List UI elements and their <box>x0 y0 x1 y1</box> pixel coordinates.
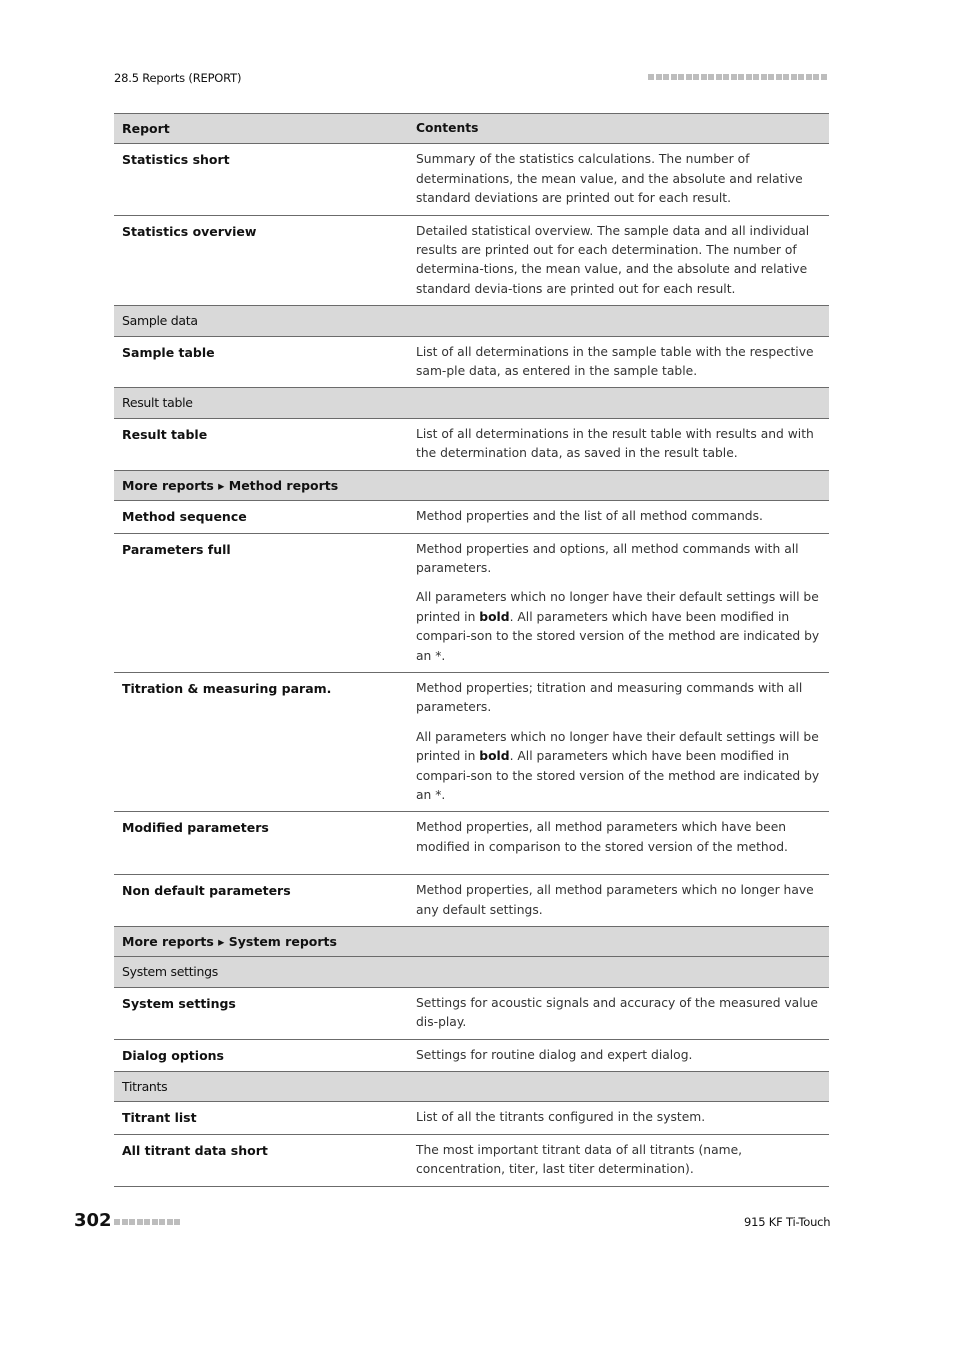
contents-paragraph: Method properties; titration and measuring commands with all parameters. <box>416 680 803 715</box>
report-name: Modified parameters <box>122 820 269 836</box>
square-mark <box>648 74 654 80</box>
square-mark <box>152 1219 158 1225</box>
contents-paragraph <box>416 588 821 666</box>
contents-paragraph: The most important titrant data of all titrants (name, concentration, titer, last titer determination). <box>416 1142 743 1177</box>
square-mark <box>746 74 752 80</box>
report-contents <box>408 501 829 532</box>
report-name: Dialog options <box>122 1047 224 1063</box>
square-mark <box>813 74 819 80</box>
text-segment: All parameters which no longer have their default settings will be printed in <box>416 729 819 764</box>
square-mark <box>753 74 759 80</box>
square-mark <box>137 1219 143 1225</box>
report-name: Titrant list <box>122 1110 197 1126</box>
square-mark <box>731 74 737 80</box>
square-mark <box>686 74 692 80</box>
report-contents <box>408 144 829 214</box>
square-mark <box>144 1219 150 1225</box>
report-name: Result table <box>122 426 208 442</box>
report-name: Non default parameters <box>122 883 291 899</box>
square-mark <box>783 74 789 80</box>
contents-paragraph: List of all determinations in the result table with results and with the determination data, as saved in the result table. <box>416 426 814 461</box>
contents-paragraph: List of all the titrants configured in the system. <box>416 1110 706 1125</box>
contents-paragraph: Method properties and options, all method commands with all parameters. <box>416 541 799 575</box>
contents-paragraph: Settings for routine dialog and expert dialog. <box>416 1047 693 1062</box>
section-header: 28.5 Reports (REPORT) <box>114 71 242 85</box>
square-mark <box>114 1219 120 1225</box>
group-label: Result table <box>122 395 193 411</box>
square-mark <box>129 1219 135 1225</box>
table-row <box>114 812 829 875</box>
table-row <box>114 988 829 1040</box>
report-contents <box>408 812 829 874</box>
report-name: Method sequence <box>122 509 247 525</box>
square-mark <box>656 74 662 80</box>
column-header-report: Report <box>122 121 170 136</box>
text-segment: . All parameters which have been modified in compari-son to the stored version of the method are indicated by an *. <box>416 609 820 663</box>
table-row <box>114 1102 829 1134</box>
report-contents <box>408 534 829 672</box>
table-row <box>114 501 829 533</box>
table-body <box>114 144 829 1186</box>
square-mark <box>671 74 677 80</box>
group-row <box>114 471 829 501</box>
square-mark <box>723 74 729 80</box>
square-mark <box>716 74 722 80</box>
report-name: All titrant data short <box>122 1142 268 1158</box>
contents-paragraph: Method properties and the list of all method commands. <box>416 509 763 524</box>
group-label: More reports ▸ Method reports <box>122 477 339 493</box>
square-mark <box>159 1219 165 1225</box>
report-name: Statistics short <box>122 152 230 168</box>
table-row <box>114 1135 829 1187</box>
decorative-squares-bottom <box>114 1219 180 1225</box>
report-name: Sample table <box>122 344 215 360</box>
report-contents <box>408 1040 829 1071</box>
product-name: 915 KF Ti-Touch <box>744 1215 831 1229</box>
report-contents <box>408 673 829 811</box>
table-row <box>114 1040 829 1072</box>
group-label: More reports ▸ System reports <box>122 934 337 949</box>
report-contents <box>408 875 829 926</box>
square-mark <box>708 74 714 80</box>
group-row <box>114 388 829 418</box>
square-mark <box>122 1219 128 1225</box>
square-mark <box>791 74 797 80</box>
square-mark <box>678 74 684 80</box>
text-segment: . All parameters which have been modified in compari-son to the stored version of the method are indicated by an *. <box>416 749 820 802</box>
square-mark <box>701 74 707 80</box>
report-name: Parameters full <box>122 541 231 557</box>
table-row <box>114 534 829 673</box>
square-mark <box>167 1219 173 1225</box>
report-contents <box>408 419 829 470</box>
report-contents <box>408 337 829 388</box>
square-mark <box>663 74 669 80</box>
table-header-row <box>114 114 829 144</box>
square-mark <box>776 74 782 80</box>
bold-word: bold <box>479 749 510 764</box>
table-row <box>114 875 829 927</box>
contents-paragraph: Method properties, all method parameters which no longer have any default settings. <box>416 883 814 917</box>
reports-table <box>114 113 829 1187</box>
report-name: Statistics overview <box>122 223 257 239</box>
contents-paragraph: Settings for acoustic signals and accuracy of the measured value dis-play. <box>416 995 818 1030</box>
square-mark <box>806 74 812 80</box>
group-row <box>114 957 829 987</box>
square-mark <box>174 1219 180 1225</box>
contents-paragraph: Detailed statistical overview. The sample data and all individual results are printed out for each determination. The number of determina-tions, the mean value, and the absolute and relative standard devia-tions are printed out for each result. <box>416 223 810 296</box>
decorative-squares-top <box>648 74 827 80</box>
bold-word: bold <box>479 609 510 624</box>
table-row <box>114 337 829 389</box>
group-label: System settings <box>122 964 218 980</box>
square-mark <box>761 74 767 80</box>
square-mark <box>693 74 699 80</box>
contents-paragraph: List of all determinations in the sample table with the respective sam-ple data, as entered in the sample table. <box>416 344 814 379</box>
report-name: Titration & measuring param. <box>122 680 332 696</box>
contents-paragraph <box>416 728 821 806</box>
report-contents <box>408 1135 829 1186</box>
group-row <box>114 306 829 336</box>
table-row <box>114 144 829 215</box>
group-label: Titrants <box>122 1079 168 1095</box>
column-header-contents: Contents <box>416 121 479 135</box>
page-number: 302 <box>74 1210 112 1231</box>
table-row <box>114 419 829 471</box>
report-name: System settings <box>122 995 236 1011</box>
table-row <box>114 673 829 812</box>
table-row <box>114 216 829 307</box>
report-contents <box>408 1102 829 1133</box>
group-label: Sample data <box>122 313 198 329</box>
contents-paragraph: Method properties, all method parameters which have been modified in comparison to the stored version of the method. <box>416 820 788 854</box>
contents-paragraph: Summary of the statistics calculations. The number of determinations, the mean value, and the absolute and relative standard deviations are printed out for each result. <box>416 152 803 206</box>
text-segment: All parameters which no longer have their default settings will be printed in <box>416 590 819 624</box>
report-contents <box>408 216 829 306</box>
square-mark <box>768 74 774 80</box>
square-mark <box>821 74 827 80</box>
report-contents <box>408 988 829 1039</box>
square-mark <box>738 74 744 80</box>
group-row <box>114 927 829 957</box>
group-row <box>114 1072 829 1102</box>
square-mark <box>798 74 804 80</box>
